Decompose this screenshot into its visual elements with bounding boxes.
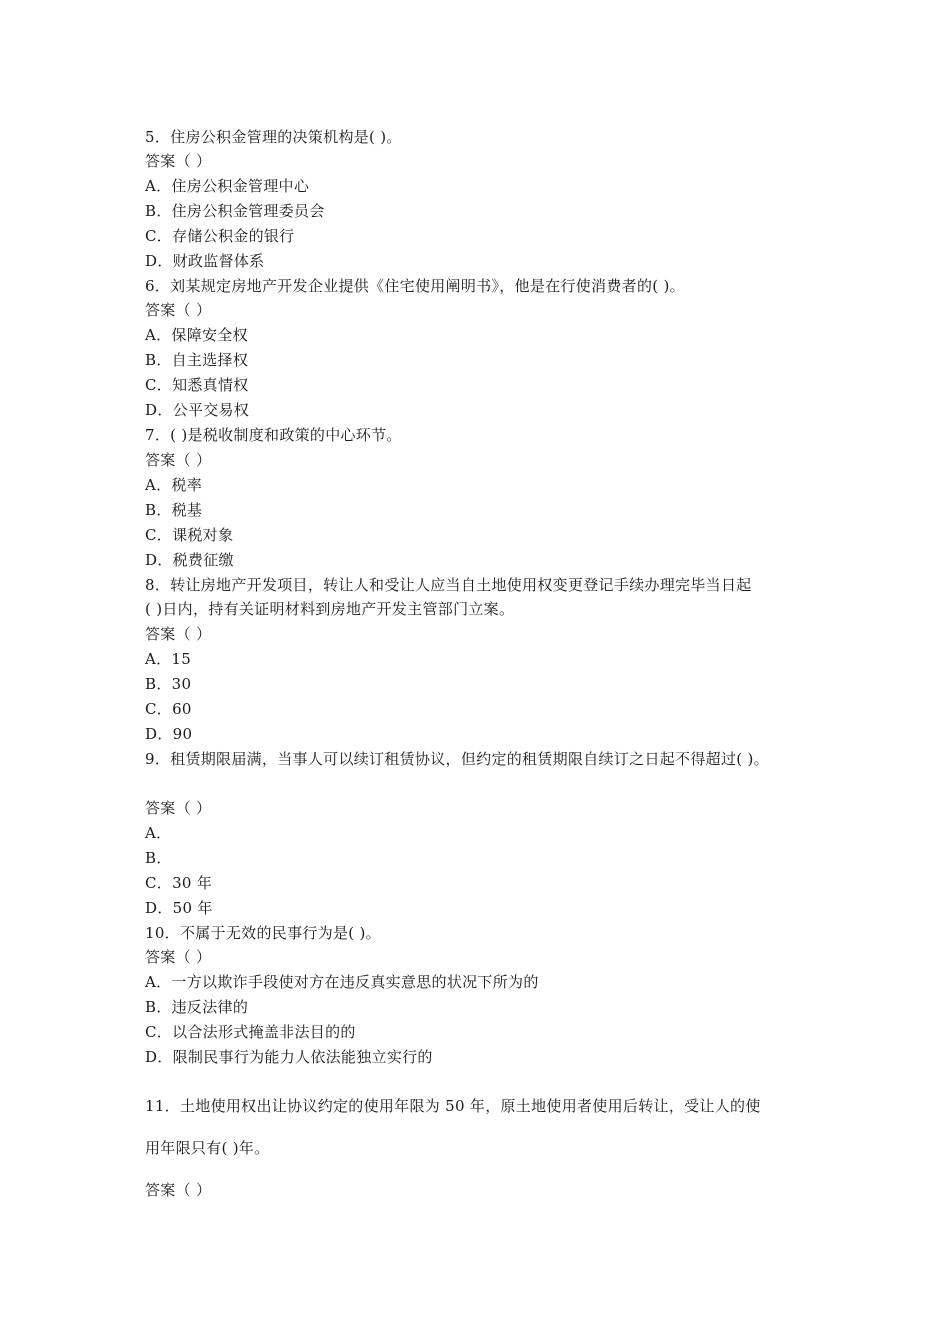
question-6-option-b: B．自主选择权: [145, 351, 249, 369]
question-9-answer: 答案（ ）: [145, 799, 212, 817]
question-8-option-b: B．30: [145, 675, 192, 693]
question-6-option-d: D．公平交易权: [145, 401, 250, 419]
question-6-option-a: A．保障安全权: [145, 326, 248, 344]
question-10-answer: 答案（ ）: [145, 948, 212, 966]
question-9-option-c: C．30 年: [145, 874, 213, 892]
question-8-option-d: D．90: [145, 725, 193, 743]
question-9-option-a: A．: [145, 824, 172, 842]
question-7-option-a: A．税率: [145, 476, 203, 494]
question-5-option-a: A．住房公积金管理中心: [145, 177, 310, 195]
question-11-stem-line-1: 11．土地使用权出让协议约定的使用年限为 50 年，原土地使用者使用后转让，受让人的使: [145, 1097, 761, 1115]
question-6-stem: 6．刘某规定房地产开发企业提供《住宅使用阐明书》，他是在行使消费者的( )。: [145, 277, 685, 295]
question-7-option-d: D．税费征缴: [145, 551, 234, 569]
question-5-answer: 答案（ ）: [145, 152, 212, 170]
question-8-option-a: A．15: [145, 650, 192, 668]
question-6-answer: 答案（ ）: [145, 301, 212, 319]
question-5-option-d: D．财政监督体系: [145, 252, 265, 270]
question-8-answer: 答案（ ）: [145, 625, 212, 643]
question-10-option-c: C．以合法形式掩盖非法目的的: [145, 1023, 356, 1041]
question-9-option-d: D．50 年: [145, 899, 213, 917]
question-8-stem-line-1: 8．转让房地产开发项目，转让人和受让人应当自土地使用权变更登记手续办理完毕当日起: [145, 576, 752, 594]
question-6-option-c: C．知悉真情权: [145, 376, 249, 394]
question-10-option-b: B．违反法律的: [145, 998, 249, 1016]
question-10-option-a: A．一方以欺诈手段使对方在违反真实意思的状况下所为的: [145, 973, 539, 991]
question-8-option-c: C．60: [145, 700, 192, 718]
question-5-option-b: B．住房公积金管理委员会: [145, 202, 325, 220]
question-5-stem: 5．住房公积金管理的决策机构是( )。: [145, 128, 402, 146]
question-7-answer: 答案（ ）: [145, 451, 212, 469]
question-7-option-c: C．课税对象: [145, 526, 234, 544]
question-5-option-c: C．存储公积金的银行: [145, 227, 295, 245]
question-8-stem-line-2: ( )日内，持有关证明材料到房地产开发主管部门立案。: [145, 600, 515, 618]
question-9-stem: 9．租赁期限届满，当事人可以续订租赁协议，但约定的租赁期限自续订之日起不得超过( )。: [145, 750, 769, 768]
question-10-stem: 10．不属于无效的民事行为是( )。: [145, 924, 381, 942]
question-7-option-b: B．税基: [145, 501, 203, 519]
question-7-stem: 7．( )是税收制度和政策的中心环节。: [145, 426, 402, 444]
question-11-answer: 答案（ ）: [145, 1181, 212, 1199]
question-11-stem-line-2: 用年限只有( )年。: [145, 1139, 270, 1157]
question-9-option-b: B．: [145, 849, 172, 867]
question-10-option-d: D．限制民事行为能力人依法能独立实行的: [145, 1048, 433, 1066]
